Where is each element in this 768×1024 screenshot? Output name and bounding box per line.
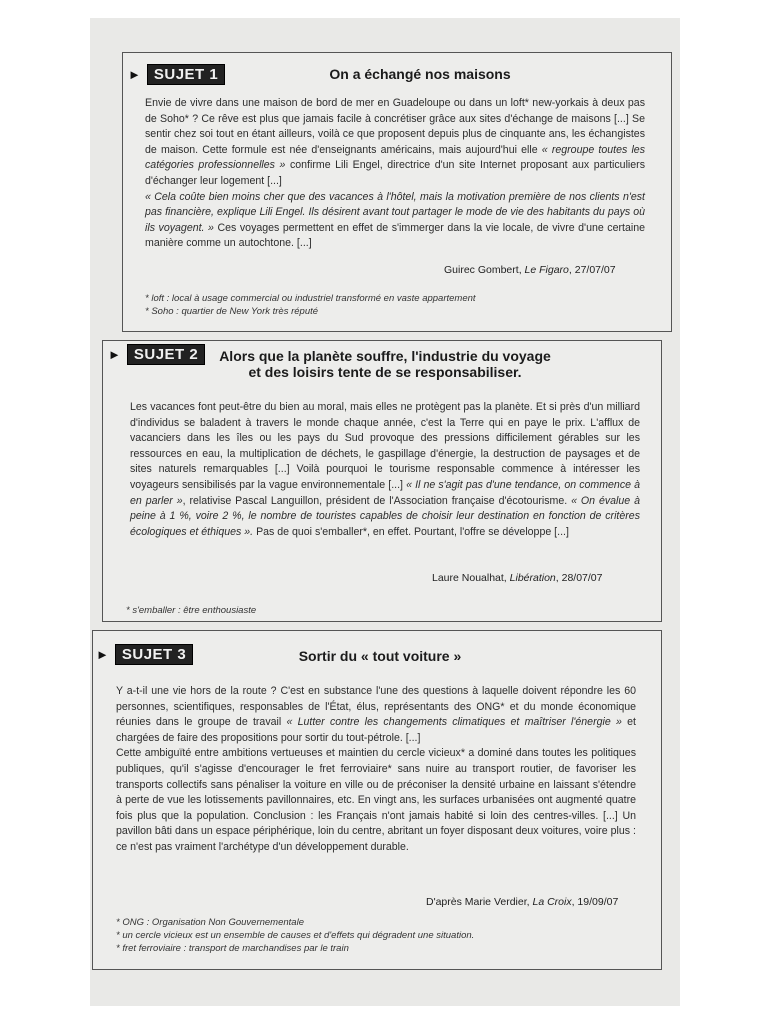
footnote: * loft : local à usage commercial ou industriel transformé en vaste appartement: [145, 293, 476, 304]
sujet-2-title: Alors que la planète souffre, l'industrie du voyage et des loisirs tente de se responsabiliser.: [219, 348, 551, 380]
sujet-3-title: Sortir du « tout voiture »: [298, 648, 462, 664]
sujet-3-text: Y a-t-il une vie hors de la route ? C'est en substance l'une des questions à laquelle doivent répondre les 60 personnes, scientifiques, responsables de l'État, élus, représentants des ONG* et du monde économique réunies dans le groupe de travail « Lutter contre les changements climatiques et maîtriser l'énergie » et chargées de faire des propositions pour sortir du tout-pétrole. [...] Cette ambiguïté entre ambitions vertueuses et maintien du cercle vicieux* a dominé dans toutes les politiques publiques, qu'il s'agisse d'encourager le fret ferroviaire* sans nuire au transport routier, de favoriser les transports collectifs sans pénaliser la voiture en ville ou de préconiser la densité urbaine en laissant s'étendre à perte de vue les lotissements pavillonnaires, etc. En vingt ans, les surfaces urbanisées ont augmenté quatre fois plus que la population. Conclusion : les Français n'ont jamais habité si loin des centres-villes. [...] Un pavillon bâti dans un espace périphérique, loin du centre, abritant un foyer disposant deux voitures, voire plus : ce n'est pas vraiment l'archétype d'un développement durable.: [116, 685, 636, 853]
sujet-2-tag: SUJET 2: [127, 344, 205, 365]
footnote: * ONG : Organisation Non Gouvernementale: [116, 917, 304, 928]
sujet-2-text: Les vacances font peut-être du bien au moral, mais elles ne protègent pas la planète. Et si près d'un milliard d'individus se baladent à travers le monde chaque année, c'est la Terre qui en paye le prix. L'afflux de vacanciers dans les îles ou les pays du Sud provoque des pressions difficilement gérables sur les ressources en eau, la multiplication de déchets, le gaspillage d'énergie, la destruction de paysages et de sites naturels remarquables [...] Voilà pourquoi le tourisme responsable commence à intéresser les voyageurs sensibilisés par la vague environnementale [...] « Il ne s'agit pas d'une tendance, on commence à en parler », relativise Pascal Languillon, président de l'Association française d'écotourisme. « On évalue à peine à 1 %, voire 2 %, le nombre de touristes capables de choisir leur destination en fonction de critères écologiques et éthiques ». Pas de quoi s'emballer*, en effet. Pourtant, l'offre se développe [...]: [130, 401, 640, 538]
sujet-1-title: On a échangé nos maisons: [329, 66, 511, 82]
footnote: * un cercle vicieux est un ensemble de causes et d'effets qui dégradent une situation.: [116, 930, 475, 941]
arrow-right-icon: ►: [128, 67, 141, 82]
sujet-3-notes: [116, 916, 646, 955]
footnote: * fret ferroviaire : transport de marchandises par le train: [116, 943, 349, 954]
sujet-2-source: Laure Noualhat, Libération, 28/07/07: [432, 572, 603, 584]
arrow-right-icon: ►: [108, 347, 121, 362]
sujet-2-header: [108, 344, 205, 365]
arrow-right-icon: ►: [96, 647, 109, 662]
sujet-1-tag: SUJET 1: [147, 64, 225, 85]
sujet-3-source: D'après Marie Verdier, La Croix, 19/09/07: [426, 896, 619, 908]
sujet-2-notes: [126, 604, 626, 617]
sujet-3-tag: SUJET 3: [115, 644, 193, 665]
footnote: * s'emballer : être enthousiaste: [126, 605, 257, 616]
sujet-1-text: Envie de vivre dans une maison de bord de mer en Guadeloupe ou dans un loft* new-yorkais à deux pas de Soho* ? Ce rêve est plus que jamais facile à concrétiser grâce aux sites d'échange de maisons [...] Se sentir chez soi tout en étant ailleurs, voilà ce que proposent depuis plus de cinquante ans, les échangistes de maison. Cette formule est née d'enseignants américains, mais aujourd'hui elle « regroupe toutes les catégories professionnelles » confirme Lili Engel, directrice d'un site Internet proposant aux particuliers d'échanger leur logement [...] « Cela coûte bien moins cher que des vacances à l'hôtel, mais la motivation première de nos clients n'est pas financière, explique Lili Engel. Ils désirent avant tout partager le mode de vie des habitants du pays où ils voyagent. » Ces voyages permettent en effet de s'immerger dans la vie locale, de vivre d'une certaine manière comme un autochtone. [...]: [145, 97, 645, 250]
sujet-1-source: Guirec Gombert, Le Figaro, 27/07/07: [444, 264, 616, 276]
sujet-1-notes: [145, 292, 645, 318]
sujet-1-header: [128, 64, 225, 85]
footnote: * Soho : quartier de New York très réputé: [145, 306, 319, 317]
sujet-3-header: [96, 644, 193, 665]
